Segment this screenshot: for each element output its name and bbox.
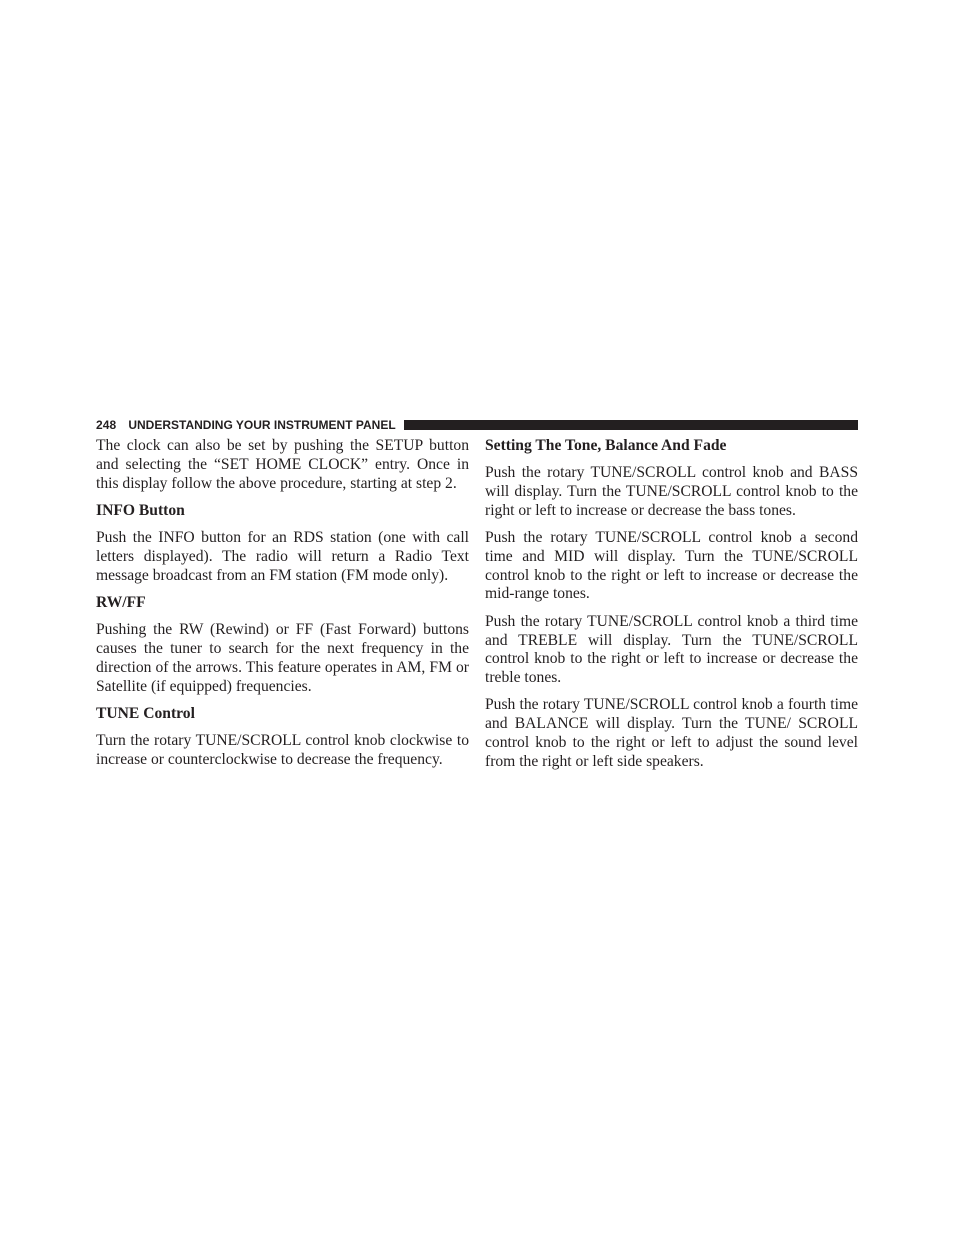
tune-control-heading: TUNE Control <box>96 704 195 722</box>
rwff-paragraph: Pushing the RW (Rewind) or FF (Fast Forward) buttons causes the tuner to search for the next frequency in the direction of the arrows. This feature operates in AM, FM or Satellite (if equipped) frequencies. <box>96 621 469 695</box>
rwff-heading: RW/FF <box>96 593 146 611</box>
left-column <box>96 437 469 778</box>
tone-balance-fade-heading: Setting The Tone, Balance And Fade <box>485 437 727 454</box>
page-header <box>96 417 858 433</box>
section-title: UNDERSTANDING YOUR INSTRUMENT PANEL <box>128 418 396 432</box>
treble-paragraph: Push the rotary TUNE/SCROLL control knob a third time and TREBLE will display. Turn the TUNE/SCROLL control knob to the right or left to increase or decrease the treble tones. <box>485 612 858 687</box>
header-rule <box>404 420 858 430</box>
balance-paragraph: Push the rotary TUNE/SCROLL control knob a fourth time and BALANCE will display. Turn the TUNE/ SCROLL control knob to the right or left to adjust the sound level from the right or left side speakers. <box>485 696 858 770</box>
info-button-paragraph: Push the INFO button for an RDS station (one with call letters displayed). The radio will return a Radio Text message broadcast from an FM station (FM mode only). <box>96 529 469 584</box>
page-number: 248 <box>96 418 117 432</box>
info-button-heading: INFO Button <box>96 501 185 519</box>
right-column <box>485 437 858 780</box>
tune-control-paragraph: Turn the rotary TUNE/SCROLL control knob clockwise to increase or counterclockwise to decrease the frequency. <box>96 732 469 768</box>
bass-paragraph: Push the rotary TUNE/SCROLL control knob and BASS will display. Turn the TUNE/SCROLL control knob to the right or left to increase or decrease the bass tones. <box>485 464 858 519</box>
mid-paragraph: Push the rotary TUNE/SCROLL control knob a second time and MID will display. Turn the TUNE/SCROLL control knob to the right or left to increase or decrease the mid-range tones. <box>485 529 858 603</box>
clock-setup-paragraph: The clock can also be set by pushing the SETUP button and selecting the “SET HOME CLOCK” entry. Once in this display follow the above procedure, starting at step 2. <box>96 437 469 492</box>
